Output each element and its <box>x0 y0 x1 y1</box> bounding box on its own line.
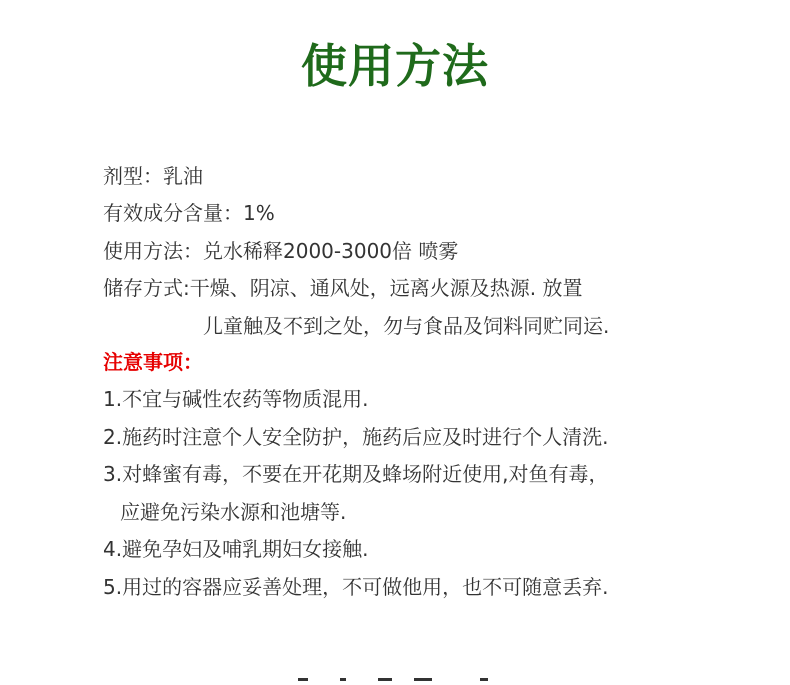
cropped-text-fragment <box>0 678 790 685</box>
notice-item-2: 2.施药时注意个人安全防护，施药后应及时进行个人清洗. <box>103 425 609 449</box>
page-title: 使用方法 <box>301 39 489 93</box>
notice-item-5: 5.用过的容器应妥善处理，不可做他用，也不可随意丢弃. <box>103 575 609 599</box>
storage-line-2: 儿童触及不到之处，勿与食品及饲料同贮同运. <box>203 314 610 338</box>
storage-line-1: 储存方式:干燥、阴凉、通风处，远离火源及热源. 放置 <box>103 276 583 300</box>
notice-item-1: 1.不宜与碱性农药等物质混用. <box>103 387 369 411</box>
usage-line: 使用方法：兑水稀释2000-3000倍 喷雾 <box>103 239 459 263</box>
notice-item-3: 3.对蜂蜜有毒，不要在开花期及蜂场附近使用,对鱼有毒， <box>103 462 609 486</box>
notice-item-3-continued: 应避免污染水源和池塘等. <box>120 500 347 524</box>
notice-heading: 注意事项： <box>103 350 203 374</box>
formulation-line: 剂型：乳油 <box>103 164 203 188</box>
content-line: 有效成分含量：1% <box>103 201 275 225</box>
notice-item-4: 4.避免孕妇及哺乳期妇女接触. <box>103 537 369 561</box>
